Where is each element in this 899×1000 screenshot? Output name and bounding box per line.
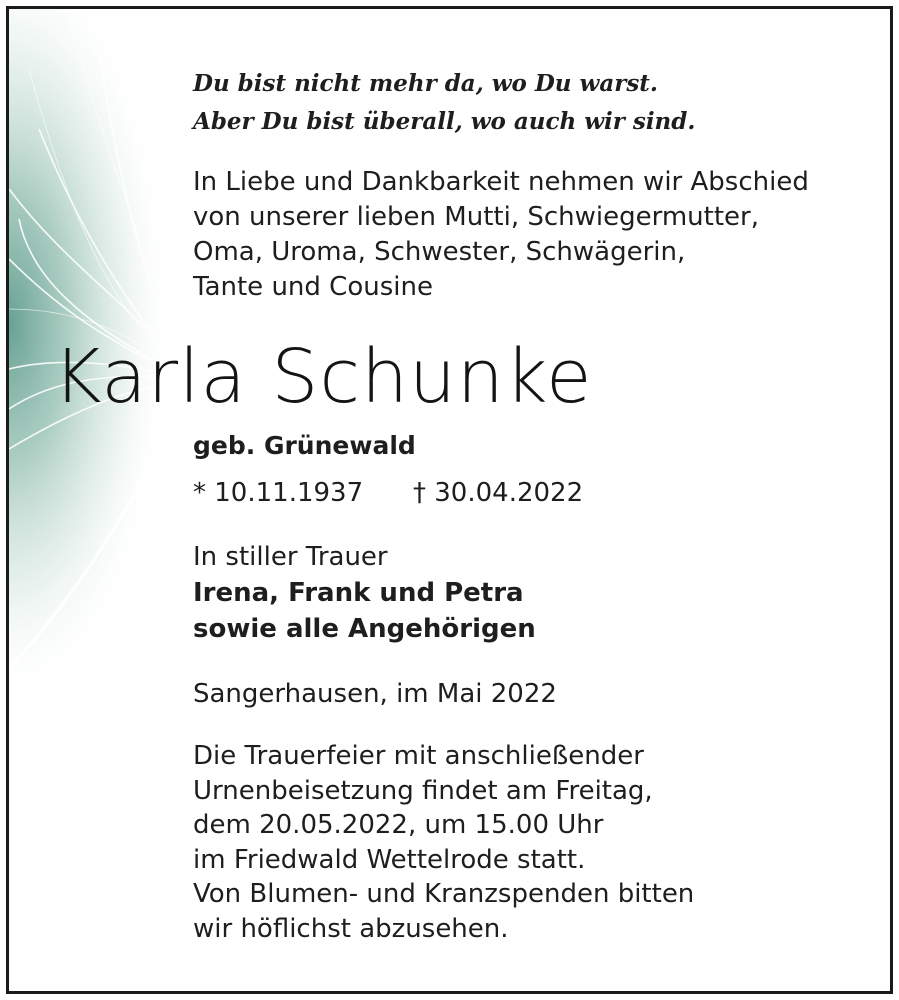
obituary-notice	[6, 6, 893, 994]
notice-content	[9, 9, 890, 991]
service-line: Von Blumen- und Kranzspenden bitten	[193, 879, 695, 909]
place-date: Sangerhausen, im Mai 2022	[193, 679, 557, 709]
mourners-block	[193, 539, 536, 647]
service-line: Urnenbeisetzung findet am Freitag,	[193, 775, 653, 806]
birth-date: * 10.11.1937	[193, 478, 364, 508]
mourners-intro: In stiller Trauer	[193, 542, 388, 572]
service-line: Die Trauerfeier mit anschließender	[193, 741, 644, 771]
death-date: † 30.04.2022	[413, 478, 584, 508]
memorial-quote	[193, 65, 695, 141]
life-dates	[193, 475, 584, 511]
quote-line: Du bist nicht mehr da, wo Du warst.	[193, 70, 658, 97]
intro-line: Tante und Cousine	[193, 272, 433, 302]
mourners-line: Irena, Frank und Petra	[193, 578, 524, 608]
service-line: wir höflichst abzusehen.	[193, 913, 509, 944]
deceased-name: Karla Schunke	[53, 334, 593, 420]
quote-line: Aber Du bist überall, wo auch wir sind.	[193, 108, 696, 135]
service-line: dem 20.05.2022, um 15.00 Uhr	[193, 810, 604, 840]
intro-line: In Liebe und Dankbarkeit nehmen wir Abschied	[193, 167, 809, 197]
birth-name: geb. Grünewald	[193, 431, 416, 460]
service-line: im Friedwald Wettelrode statt.	[193, 844, 586, 875]
service-info	[193, 739, 694, 946]
intro-line: Oma, Uroma, Schwester, Schwägerin,	[193, 237, 686, 267]
mourners-line: sowie alle Angehörigen	[193, 614, 536, 644]
intro-line: von unserer lieben Mutti, Schwiegermutter,	[193, 202, 759, 232]
farewell-intro	[193, 165, 809, 305]
